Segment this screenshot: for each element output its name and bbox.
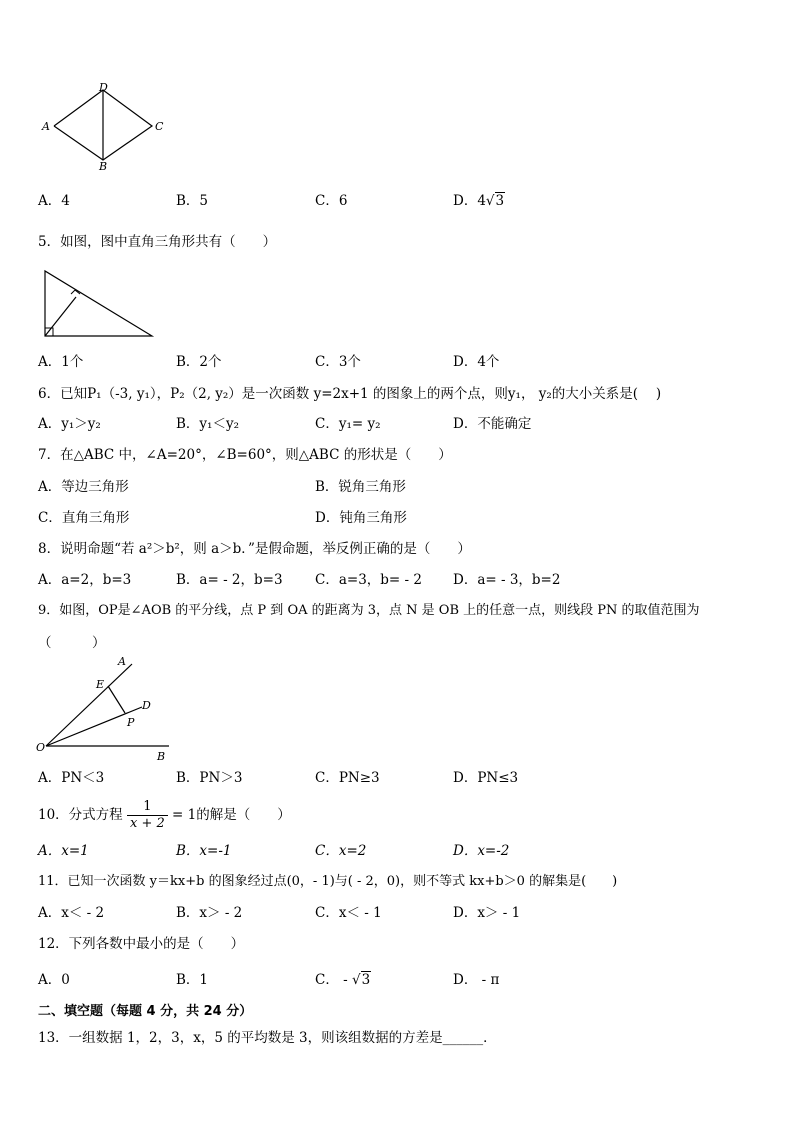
- q11-option-d: D．x＞ - 1: [453, 905, 521, 921]
- sqrt-symbol: √3: [485, 193, 505, 209]
- label-A: A: [118, 655, 126, 668]
- q12-option-a: A．0: [38, 972, 70, 988]
- q12-option-c-prefix: C． -: [315, 972, 348, 988]
- section-title: 二、填空题（每题 4 分，共 24 分）: [38, 1004, 253, 1019]
- label-O: O: [36, 741, 46, 754]
- q10-option-c: C．x=2: [315, 843, 367, 859]
- angle-bisector-figure: [34, 654, 184, 764]
- q10-fraction-denominator: x + 2: [129, 816, 165, 831]
- q4-option-a: A．4: [38, 193, 70, 209]
- q11-option-b: B．x＞ - 2: [176, 905, 243, 921]
- right-triangle-figure: [40, 266, 160, 342]
- q10-stem-suffix: = 1的解是（ ）: [172, 807, 291, 823]
- q10-fraction: [127, 799, 168, 832]
- q9-option-b: B．PN＞3: [176, 770, 243, 786]
- q8-option-b: B．a= - 2，b=3: [176, 572, 283, 588]
- q11-option-a: A．x＜ - 2: [38, 905, 105, 921]
- q8-option-c: C．a=3，b= - 2: [315, 572, 422, 588]
- q9-option-d: D．PN≤3: [453, 770, 519, 786]
- q7-option-c: C．直角三角形: [38, 510, 130, 526]
- q5-option-c: C．3个: [315, 354, 361, 370]
- q10-option-d: D．x=-2: [453, 843, 510, 859]
- q7-option-a: A．等边三角形: [38, 479, 129, 495]
- q5-option-a: A．1个: [38, 354, 84, 370]
- q4-option-d-radicand: 3: [495, 193, 505, 209]
- label-E: E: [96, 678, 105, 691]
- label-B: B: [157, 750, 166, 763]
- q9-option-c: C．PN≥3: [315, 770, 380, 786]
- q6-option-a: A．y₁＞y₂: [38, 416, 101, 432]
- label-A: A: [42, 120, 50, 133]
- q13-stem: 13．一组数据 1，2，3，x，5 的平均数是 3，则该组数据的方差是______．: [38, 1030, 497, 1046]
- q12-option-d: D． - π: [453, 972, 500, 988]
- q9-option-a: A．PN＜3: [38, 770, 105, 786]
- q9-stem-cont: （ ）: [38, 635, 106, 651]
- q10-stem-prefix: 10．分式方程: [38, 807, 123, 823]
- q4-option-c: C．6: [315, 193, 348, 209]
- q11-stem: 11．已知一次函数 y＝kx+b 的图象经过点(0，- 1)与( - 2，0)，则不等式 kx+b＞0 的解集是( ): [38, 874, 618, 889]
- q6-option-b: B．y₁＜y₂: [176, 416, 239, 432]
- q12-option-c: [315, 971, 371, 989]
- q8-option-a: A．a=2，b=3: [38, 572, 132, 588]
- q5-option-b: B．2个: [176, 354, 222, 370]
- label-P: P: [127, 716, 135, 729]
- q4-option-d: [453, 192, 505, 210]
- q7-option-b: B．锐角三角形: [315, 479, 406, 495]
- q8-stem: 8．说明命题“若 a²＞b²，则 a＞b．”是假命题，举反例正确的是（ ）: [38, 541, 471, 557]
- q6-stem: 6．已知P₁（-3, y₁），P₂（2, y₂）是一次函数 y=2x+1 的图象上的两个点，则y₁， y₂的大小关系是( ): [38, 386, 662, 402]
- q10-option-a: A．x=1: [38, 843, 89, 859]
- label-D: D: [142, 699, 151, 712]
- q5-option-d: D．4个: [453, 354, 500, 370]
- label-D: D: [99, 81, 108, 94]
- q12-option-c-radicand: 3: [361, 972, 371, 988]
- label-C: C: [155, 120, 164, 133]
- q10-option-b: B．x=-1: [176, 843, 232, 859]
- q5-stem: 5．如图，图中直角三角形共有（ ）: [38, 234, 277, 250]
- q4-option-d-prefix: D．4: [453, 193, 486, 209]
- q11-option-c: C．x＜ - 1: [315, 905, 382, 921]
- q8-option-d: D．a= - 3，b=2: [453, 572, 561, 588]
- q12-option-b: B．1: [176, 972, 209, 988]
- q6-option-d: D．不能确定: [453, 416, 532, 432]
- sqrt-symbol: √3: [351, 972, 371, 988]
- q12-stem: 12．下列各数中最小的是（ ）: [38, 936, 245, 952]
- q10-fraction-numerator: 1: [127, 799, 168, 816]
- q7-option-d: D．钝角三角形: [315, 510, 407, 526]
- q9-stem: 9．如图，OP是∠AOB 的平分线，点 P 到 OA 的距离为 3，点 N 是 OB 上的任意一点，则线段 PN 的取值范围为: [38, 603, 700, 618]
- q6-option-c: C．y₁= y₂: [315, 416, 381, 432]
- q10-stem: [38, 797, 291, 833]
- q4-option-b: B．5: [176, 193, 209, 209]
- label-B: B: [99, 160, 108, 170]
- q7-stem: 7．在△ABC 中，∠A=20°，∠B=60°，则△ABC 的形状是（ ）: [38, 447, 452, 463]
- rhombus-figure: [36, 80, 176, 170]
